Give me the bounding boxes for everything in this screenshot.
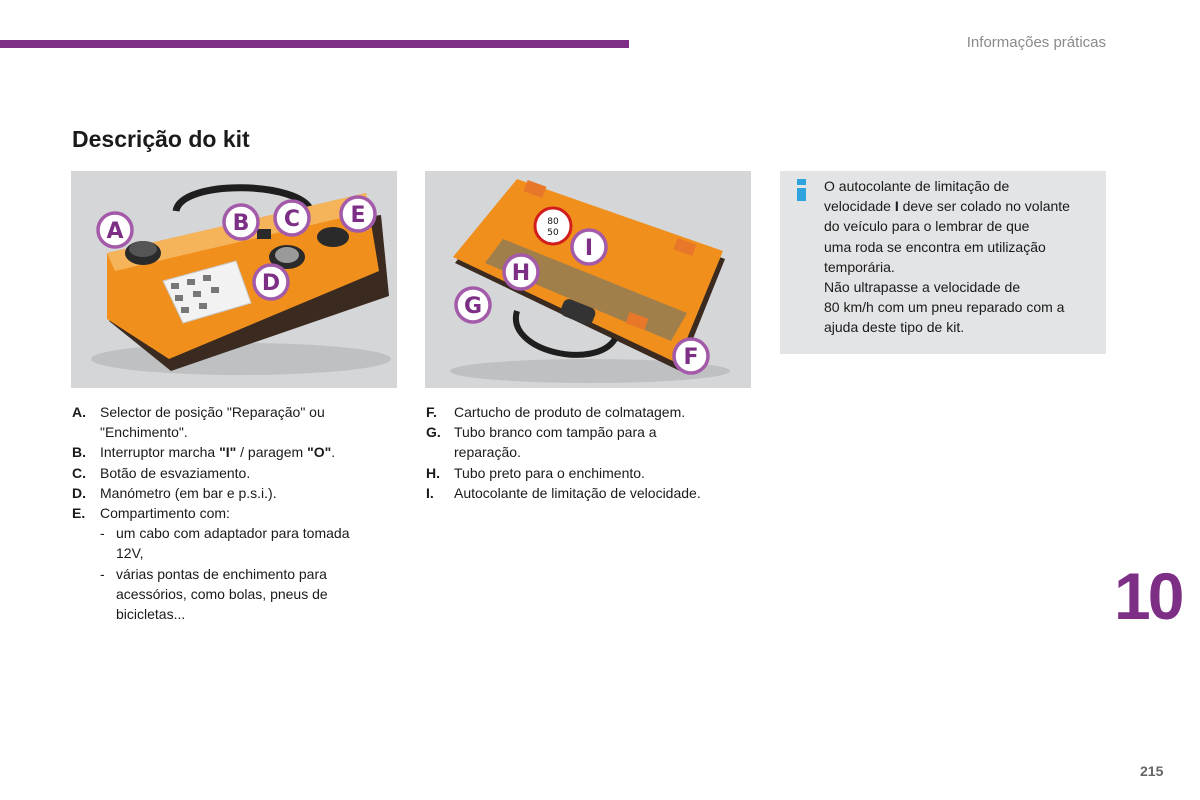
legend-item-f: F. Cartucho de produto de colmatagem. [426, 404, 686, 420]
page-number: 215 [1140, 763, 1164, 779]
callout-b [224, 205, 258, 239]
svg-text:C: C [283, 207, 301, 232]
section-name: Informações práticas [966, 34, 1106, 51]
speed-sticker-top-value: 80 [547, 217, 559, 227]
kit-cartridge-illustration [425, 171, 751, 388]
info-text: O autocolante de limitação de velocidade I deve ser colado no volante do veículo para o lembrar de que uma roda se encontra em utilização temporária. Não ultrapasse a velocidade de 80 km/h com um pneu reparado com a ajuda deste tipo de kit. [824, 178, 1070, 336]
callout-h [504, 255, 538, 289]
legend-item-e: E. Compartimento com: [72, 505, 230, 522]
svg-text:H: H [511, 261, 531, 286]
svg-text:A: A [106, 219, 124, 244]
svg-text:B: B [232, 211, 250, 236]
kit-compressor-illustration [71, 171, 397, 388]
legend-left [72, 402, 402, 624]
legend-subitem-cable: - um cabo com adaptador para tomada 12V, [100, 525, 350, 562]
legend-item-i: I. Autocolante de limitação de velocidade. [426, 484, 701, 501]
svg-text:E: E [350, 203, 366, 228]
legend-item-g: G. Tubo branco com tampão para a reparação. [426, 424, 657, 461]
legend-item-c: C. Botão de esvaziamento. [72, 464, 251, 481]
speed-sticker-bottom-value: 50 [547, 228, 559, 238]
callout-e [341, 197, 375, 231]
callout-i [572, 230, 606, 264]
callout-d [254, 265, 288, 299]
page-title: Descrição do kit [72, 126, 250, 152]
info-box [780, 171, 1106, 354]
legend-item-h: H. Tubo preto para o enchimento. [426, 464, 645, 481]
callout-c [275, 201, 309, 235]
callout-a [98, 213, 132, 247]
chapter-number: 10 [1114, 559, 1182, 633]
legend-right [426, 402, 756, 503]
info-icon [797, 179, 806, 201]
legend-item-b: B. Interruptor marcha "I" / paragem "O". [72, 444, 336, 461]
callout-g [456, 288, 490, 322]
svg-text:I: I [584, 236, 594, 261]
legend-item-d: D. Manómetro (em bar e p.s.i.). [72, 484, 277, 501]
legend-item-a: A. Selector de posição "Reparação" ou "Enchimento". [72, 404, 325, 441]
svg-text:D: D [261, 271, 281, 296]
header-accent-bar [0, 40, 629, 48]
svg-text:F: F [683, 345, 699, 370]
legend-subitem-tips: - várias pontas de enchimento para acessórios, como bolas, pneus de bicicletas... [100, 565, 328, 623]
svg-text:G: G [463, 294, 483, 319]
callout-f [674, 339, 708, 373]
